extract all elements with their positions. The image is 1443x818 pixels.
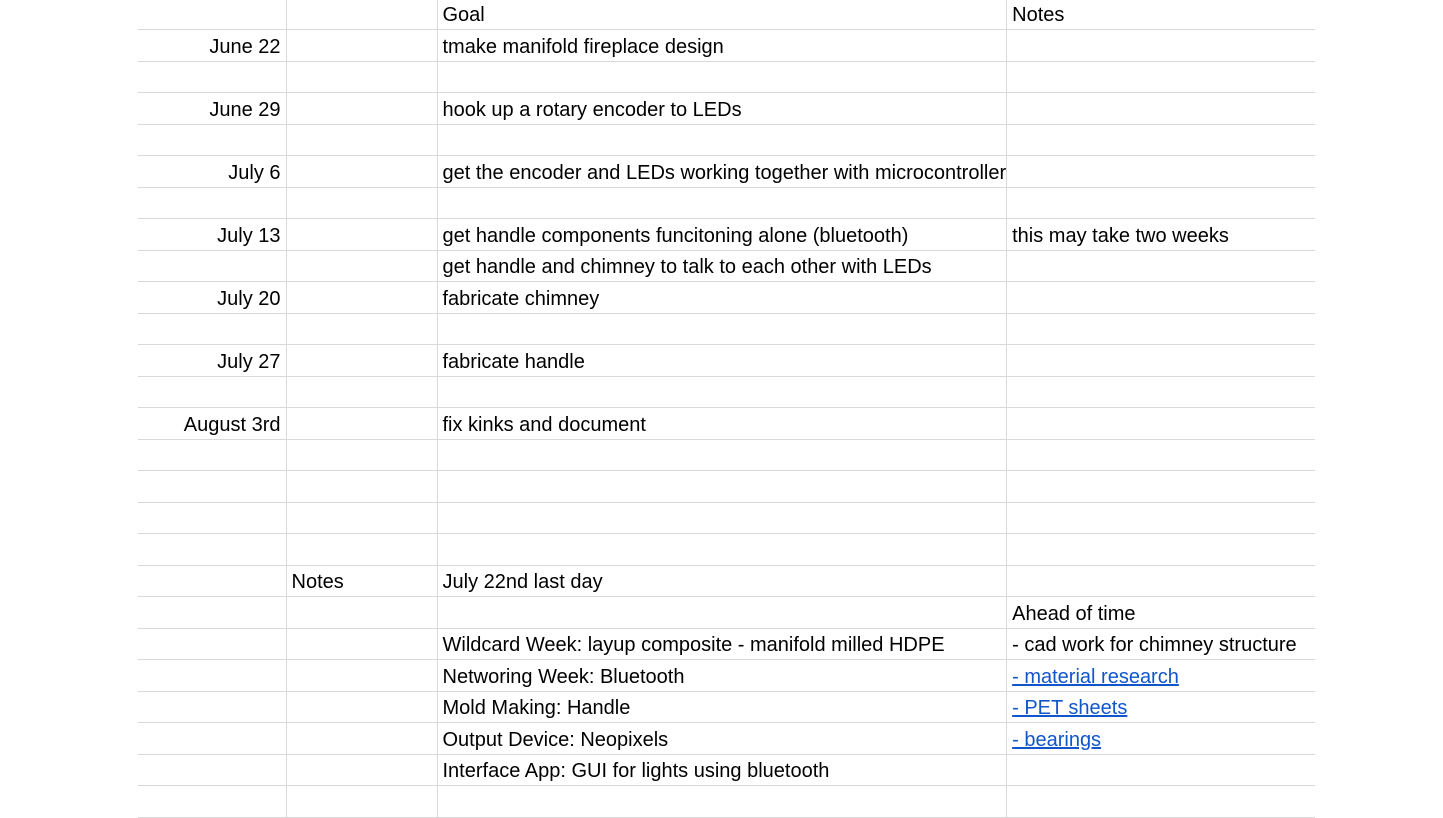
goal-cell[interactable]: fabricate chimney xyxy=(437,282,1007,314)
week-row xyxy=(138,754,1315,786)
empty-row xyxy=(138,786,1315,818)
header-row xyxy=(138,0,1315,30)
cell[interactable] xyxy=(138,628,286,660)
schedule-row xyxy=(138,61,1315,93)
ahead-label-cell[interactable]: Ahead of time xyxy=(1007,597,1315,629)
goal-header[interactable]: Goal xyxy=(437,0,1007,30)
note-cell[interactable] xyxy=(1007,408,1315,440)
schedule-row xyxy=(138,93,1315,125)
week-row xyxy=(138,691,1315,723)
schedule-row xyxy=(138,534,1315,566)
note-cell[interactable] xyxy=(1007,471,1315,503)
note-cell[interactable] xyxy=(1007,124,1315,156)
cell[interactable] xyxy=(286,93,437,125)
week-row xyxy=(138,660,1315,692)
schedule-row xyxy=(138,376,1315,408)
date-cell[interactable] xyxy=(138,534,286,566)
cell[interactable] xyxy=(286,187,437,219)
week-row xyxy=(138,628,1315,660)
ahead-item-link[interactable]: - bearings xyxy=(1012,728,1102,751)
goal-cell[interactable] xyxy=(437,124,1007,156)
week-cell[interactable]: Networing Week: Bluetooth xyxy=(437,660,1007,692)
date-cell[interactable] xyxy=(138,250,286,282)
schedule-row xyxy=(138,30,1315,62)
cell[interactable] xyxy=(286,250,437,282)
goal-cell[interactable]: hook up a rotary encoder to LEDs xyxy=(437,93,1007,125)
goal-cell[interactable]: fix kinks and document xyxy=(437,408,1007,440)
goal-cell[interactable] xyxy=(437,534,1007,566)
date-cell[interactable] xyxy=(138,376,286,408)
date-cell[interactable]: July 6 xyxy=(138,156,286,188)
note-cell[interactable] xyxy=(1007,30,1315,62)
date-cell[interactable] xyxy=(138,187,286,219)
schedule-row xyxy=(138,408,1315,440)
date-cell[interactable]: July 27 xyxy=(138,345,286,377)
last-day-cell[interactable]: July 22nd last day xyxy=(437,565,1007,597)
cell[interactable] xyxy=(286,660,437,692)
cell[interactable] xyxy=(1007,786,1315,818)
week-row xyxy=(138,723,1315,755)
cell[interactable] xyxy=(286,691,437,723)
note-cell[interactable] xyxy=(1007,187,1315,219)
goal-cell[interactable] xyxy=(437,502,1007,534)
date-cell[interactable]: August 3rd xyxy=(138,408,286,440)
date-cell[interactable]: July 20 xyxy=(138,282,286,314)
cell[interactable] xyxy=(138,754,286,786)
schedule-row xyxy=(138,156,1315,188)
note-cell[interactable] xyxy=(1007,502,1315,534)
note-cell[interactable]: this may take two weeks xyxy=(1007,219,1315,251)
note-cell[interactable] xyxy=(1007,156,1315,188)
date-cell[interactable]: June 29 xyxy=(138,93,286,125)
goal-cell[interactable] xyxy=(437,313,1007,345)
cell[interactable] xyxy=(286,786,437,818)
cell[interactable] xyxy=(286,156,437,188)
schedule-row xyxy=(138,250,1315,282)
ahead-item-link[interactable]: - PET sheets xyxy=(1012,697,1128,719)
goal-cell[interactable] xyxy=(437,376,1007,408)
cell[interactable] xyxy=(138,660,286,692)
cell[interactable] xyxy=(286,376,437,408)
cell[interactable] xyxy=(437,786,1007,818)
notes-header[interactable]: Notes xyxy=(1007,0,1315,30)
schedule-row xyxy=(138,313,1315,345)
cell[interactable] xyxy=(1007,565,1315,597)
note-cell[interactable] xyxy=(1007,282,1315,314)
cell[interactable] xyxy=(286,502,437,534)
schedule-row xyxy=(138,219,1315,251)
cell[interactable] xyxy=(138,691,286,723)
cell[interactable] xyxy=(286,61,437,93)
ahead-item-cell[interactable] xyxy=(1007,754,1315,786)
note-cell[interactable] xyxy=(1007,439,1315,471)
goal-cell[interactable] xyxy=(437,61,1007,93)
ahead-label-row xyxy=(138,597,1315,629)
spreadsheet-grid xyxy=(138,0,1315,818)
ahead-item-link[interactable]: - material research xyxy=(1012,665,1179,688)
cell[interactable] xyxy=(286,345,437,377)
note-cell[interactable] xyxy=(1007,93,1315,125)
ahead-item-cell[interactable] xyxy=(1007,723,1315,755)
ahead-item-cell[interactable] xyxy=(1007,660,1315,692)
cell[interactable] xyxy=(286,219,437,251)
goal-cell[interactable] xyxy=(437,187,1007,219)
note-cell[interactable] xyxy=(1007,250,1315,282)
schedule-row xyxy=(138,471,1315,503)
schedule-row xyxy=(138,282,1315,314)
cell[interactable] xyxy=(138,0,286,30)
date-cell[interactable] xyxy=(138,313,286,345)
week-cell[interactable]: Interface App: GUI for lights using bluetooth xyxy=(437,754,1007,786)
goal-cell[interactable]: tmake manifold fireplace design xyxy=(437,30,1007,62)
note-cell[interactable] xyxy=(1007,345,1315,377)
ahead-item-cell[interactable] xyxy=(1007,628,1315,660)
note-cell[interactable] xyxy=(1007,61,1315,93)
schedule-row xyxy=(138,345,1315,377)
cell[interactable] xyxy=(286,439,437,471)
date-cell[interactable] xyxy=(138,439,286,471)
goal-cell[interactable] xyxy=(437,471,1007,503)
cell[interactable] xyxy=(286,313,437,345)
cell[interactable] xyxy=(286,723,437,755)
date-cell[interactable] xyxy=(138,124,286,156)
notes-label-row xyxy=(138,565,1315,597)
schedule-row xyxy=(138,439,1315,471)
goal-cell[interactable]: get the encoder and LEDs working together with microcontroller xyxy=(437,156,1007,188)
cell[interactable] xyxy=(138,723,286,755)
schedule-row xyxy=(138,187,1315,219)
goal-cell[interactable]: fabricate handle xyxy=(437,345,1007,377)
note-cell[interactable] xyxy=(1007,313,1315,345)
note-cell[interactable] xyxy=(1007,376,1315,408)
goal-cell[interactable]: get handle and chimney to talk to each other with LEDs xyxy=(437,250,1007,282)
cell[interactable] xyxy=(286,471,437,503)
cell[interactable] xyxy=(437,597,1007,629)
cell[interactable] xyxy=(286,628,437,660)
goal-cell[interactable]: get handle components funcitoning alone (bluetooth) xyxy=(437,219,1007,251)
cell[interactable] xyxy=(286,282,437,314)
week-cell[interactable]: Mold Making: Handle xyxy=(437,691,1007,723)
notes-label-cell[interactable]: Notes xyxy=(286,565,437,597)
date-cell[interactable] xyxy=(138,471,286,503)
cell[interactable] xyxy=(286,534,437,566)
cell[interactable] xyxy=(286,754,437,786)
schedule-row xyxy=(138,502,1315,534)
cell[interactable] xyxy=(138,786,286,818)
cell[interactable] xyxy=(138,565,286,597)
week-cell[interactable]: Wildcard Week: layup composite - manifold milled HDPE xyxy=(437,628,1007,660)
cell[interactable] xyxy=(286,597,437,629)
date-cell[interactable] xyxy=(138,61,286,93)
ahead-item-cell[interactable] xyxy=(1007,691,1315,723)
cell[interactable] xyxy=(138,597,286,629)
note-cell[interactable] xyxy=(1007,534,1315,566)
schedule-row xyxy=(138,124,1315,156)
date-cell[interactable]: June 22 xyxy=(138,30,286,62)
date-cell[interactable]: July 13 xyxy=(138,219,286,251)
week-cell[interactable]: Output Device: Neopixels xyxy=(437,723,1007,755)
date-cell[interactable] xyxy=(138,502,286,534)
cell[interactable] xyxy=(286,408,437,440)
ahead-item-text: - cad work for chimney structure xyxy=(1012,634,1297,656)
cell[interactable] xyxy=(286,30,437,62)
goal-cell[interactable] xyxy=(437,439,1007,471)
cell[interactable] xyxy=(286,124,437,156)
cell[interactable] xyxy=(286,0,437,30)
